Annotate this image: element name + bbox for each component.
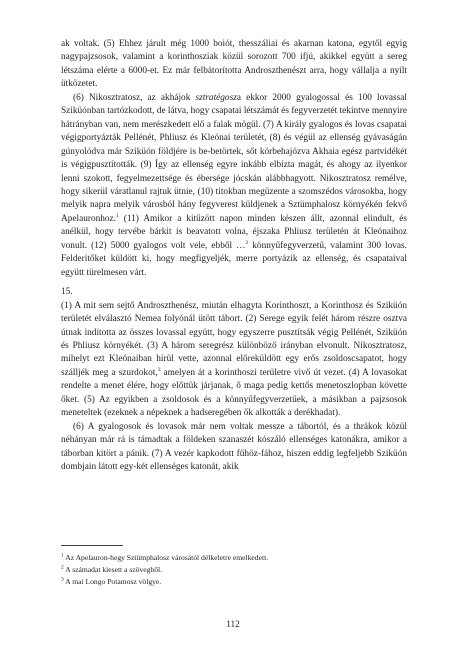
italic-term: sztratégosz (195, 92, 237, 103)
text-run: (1) A mit sem sejtő Androszthenész, miután elhagyta Korinthoszt, a Korinthosz és Sziküón területét elválasztó Nemea folyónál ütött tábort. (2) Serege egyik felét három részre osztva útnak indította az összes lovassal együtt, hogy egyszerre pusztítsák végig Pellénét, Sziküón és Phliusz környékét. (3) A három seregrész különböző irányban elvonult. Nikosztratosz, mihelyt ezt Kleónaiban hírül vette, azonnal előreküldött egy erős zsoldoscsapatot, hogy szálljék meg a szurdokot, (61, 300, 407, 378)
text-run: a ekkor 2000 gyalogossal és 100 lovassal Sziküónban tartózkodott, de látva, hogy csapatai létszámát és fegyverzetét tekintve mennyire hátrányban van, nem merészkedett elő a falak mögül. (7) A király gyalogos és lovas csapatai végigportyázták Pellénét, Phliusz és Kleónai területét, (8) és végül az ellenség gyávaságán gúnyolódva már Sziküón földjére is be-betörtek, sőt körbehajózva Akhaia egész partvidékét is végigpusztították. (9) Így az ellenség egyre inkább elbízta magát, és ahogy az ilyenkor lenni szokott, fegyelmezettsége és ébersége jócskán alábbhagyott. Nikosztratosz remélve, hogy sikerül váratlanul rajtuk ütnie, (10) titokban megüzente a szomszédos városokba, hogy melyik napra melyik városból hány fegyverest küldjenek a Sztümphalosz környékén fekvő Apelauronhoz. (61, 92, 408, 224)
main-text (61, 38, 407, 475)
footnote (61, 552, 407, 564)
text-run: (11) Amikor a kitűzött napon minden készen állt, azonnal elindult, és anélkül, hogy tervébe bárkit is beavatott volna, éjszaka Phliusz területén át Kleónaihoz vonult. (12) 5000 gyalogos volt vele, ebből … (61, 213, 407, 251)
footnote-ref: 3 (157, 366, 161, 373)
paragraph (61, 92, 407, 280)
text-run: 15. (61, 287, 73, 298)
paragraph (61, 421, 407, 475)
footnote-mark: 3 (61, 576, 64, 583)
footnote-text: A számadat kiesett a szövegből. (65, 565, 163, 574)
text-run: könnyűfegyverzetű, valamint 300 lovas. Felderítőket küldött ki, hogy megfigyeljék, merre portyázik az ellenség, és csapataival együtt türelmesen várt. (61, 240, 407, 278)
footnote (61, 576, 407, 588)
page-number: 112 (226, 620, 240, 630)
footnote-ref: 2 (245, 239, 249, 246)
text-run: (6) Nikosztratosz, az akhájok (73, 92, 196, 103)
footnote-mark: 1 (61, 552, 64, 559)
text-run: amelyen át a korinthoszi területre vivő út vezet. (4) A lovasokat rendelte a menet élére, hogy előttük járjanak, ő maga pedig kettős menetoszlopban követte őket. (5) Az egyikben a zsoldosok és a könnyűfegyverzetűek, a másikban a pajzsosok meneteltek (ezeknek a népeknek a hadseregében ők alkották a derékhadat). (61, 367, 407, 419)
footnote-ref: 1 (116, 212, 119, 219)
footnote-rule (61, 545, 123, 546)
footnotes (61, 552, 407, 588)
text-run: ak voltak. (5) Ehhez járult még 1000 boiót, thesszáliai és akarnan katona, egytől egyig nagypajzsosok, valamint a korinthosziak közül sorozott 700 ifjú, akikkel együtt a sereg létszáma elérte a 6000-et. Ez már felbátorította Androszthenészt arra, hogy vállalja a nyílt ütközetet. (61, 39, 407, 90)
paragraph (61, 300, 407, 421)
footnote-mark: 2 (61, 564, 64, 571)
footnote-text: Az Apelauron-hegy Sztümphalosz városától délkeletre emelkedett. (65, 553, 269, 562)
section-number (61, 286, 407, 299)
paragraph (61, 38, 407, 92)
footnote (61, 564, 407, 576)
text-run: (6) A gyalogosok és lovasok már nem voltak messze a tábortól, és a thrákok közül néhányan már rá is támadtak a földeken szanaszét kószáló ellenséges katonákra, amikor a táborban kitört a pánik. (7) A vezér kapkodott fűhöz-fához, hiszen eddig legfeljebb Sziküón dombjain látott egy-két ellenséges katonát, akik (61, 421, 407, 473)
footnote-text: A mai Longo Potamosz völgye. (65, 577, 162, 586)
